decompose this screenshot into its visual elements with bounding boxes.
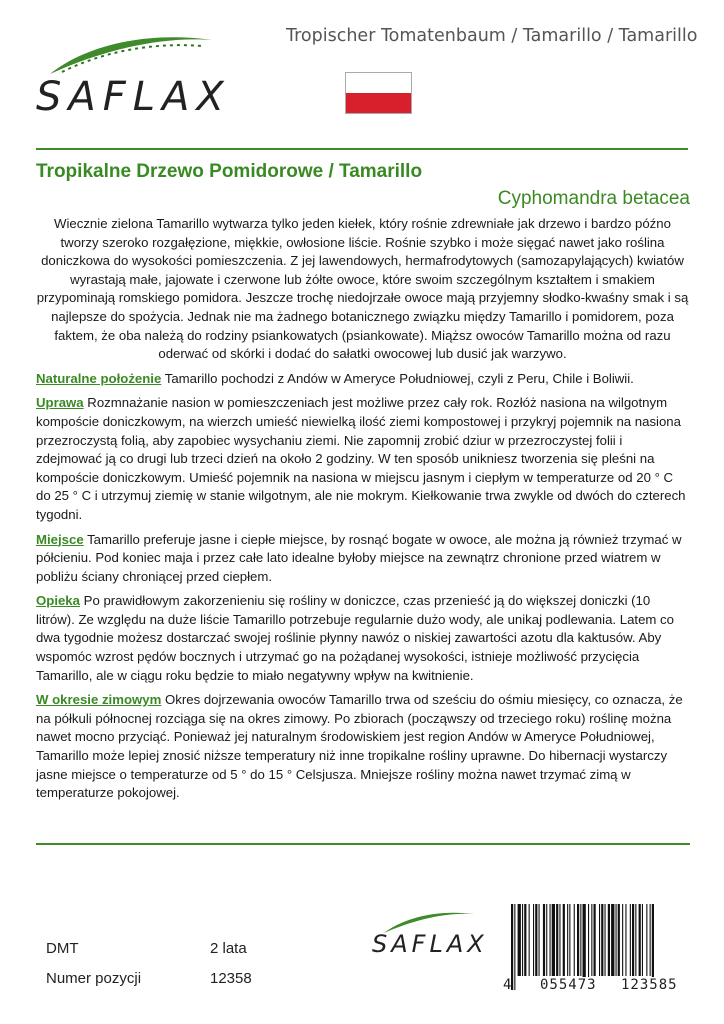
barcode-bar: [522, 904, 523, 976]
barcode-bar: [539, 904, 540, 976]
section-place: [36, 531, 689, 587]
barcode-bar: [569, 904, 570, 976]
section-care: [36, 592, 689, 685]
item-number-label: Numer pozycji: [46, 970, 142, 987]
barcode-bar: [535, 904, 537, 976]
barcode-bar: [616, 904, 617, 976]
barcode-bar: [580, 904, 581, 976]
barcode-bar: [529, 904, 530, 976]
leaf-swoosh-icon: [42, 28, 242, 80]
barcode-bar: [556, 904, 558, 976]
barcode-bar: [567, 904, 568, 976]
barcode-bar: [646, 904, 647, 976]
barcode-bar: [533, 904, 534, 976]
barcode-bar: [625, 904, 626, 976]
barcode-bar: [552, 904, 555, 976]
footer-divider: [36, 843, 690, 845]
barcode-bar: [594, 904, 596, 976]
barcode-bar: [550, 904, 551, 976]
section-text: Okres dojrzewania owoców Tamarillo trwa od sześciu do ośmiu miesięcy, co oznacza, że na półkuli północnej rozciąga się na okres zimowy. Po zbiorach (począwszy od trzeciego roku) roślinę można nawet mocno przyciąć. Ponieważ jej naturalnym środowiskiem jest region Andów w Ameryce Południowej, Tamarillo może lepiej znosić niższe temperatury niż inne tropikalne rośliny uprawne. Do hibernacji wystarczy jasne miejsce o temperaturze od 5 ° do 15 ° Celsjusza. Mniejsze rośliny można nawet trzymać zimą w temperaturze pokojowej.: [36, 692, 683, 801]
barcode-bar: [591, 904, 592, 976]
barcode-bar: [543, 904, 545, 976]
barcode-bar: [622, 904, 623, 976]
brand-logo-text: SAFLAX: [372, 930, 488, 958]
barcode-bar: [608, 904, 610, 976]
dmt-value: 2 lata: [210, 940, 247, 957]
section-location: [36, 370, 689, 389]
barcode-bar: [639, 904, 641, 976]
section-text: Tamarillo preferuje jasne i ciepłe miejsce, by rosnąć bogate w owoce, ale można ją również trzymać w półcieniu. Pod koniec maja i przez całe lato idealne byłoby miejsce na zewnątrz chronione przed wiatrem w pobliżu ściany chroniącej przed ciepłem.: [36, 531, 682, 584]
poland-flag-icon: [345, 72, 412, 114]
latin-name: Cyphomandra betacea: [497, 188, 690, 209]
section-text: Rozmnażanie nasion w pomieszczeniach jest możliwe przez cały rok. Rozłóż nasiona na wilgotnym kompoście doniczkowym, na wierzch umieść niewielką ilość ziemi kompostowej i przykryj pojemnik na nasiona przezroczystą folią, aby zapobiec wysychaniu ziemi. Nie zapomnij zrobić dziur w przezroczystej folii i zdejmować ją co drugi lub trzeci dzień na około 2 godziny. W ten sposób unikniesz tworzenia się pleśni na kompoście doniczkowym. Umieść pojemnik na nasiona w miejscu jasnym i ciepłym w temperaturze od 20 ° C do 25 ° C i utrzymuj ziemię w stanie wilgotnym, ale nie mokrym. Kiełkowanie trwa zwykle od dwóch do czterech tygodni.: [36, 395, 686, 522]
section-heading: Miejsce: [36, 531, 84, 547]
barcode-bar: [559, 904, 560, 976]
section-heading: Uprawa: [36, 395, 84, 411]
barcode-bar: [605, 904, 606, 976]
barcode-bar: [630, 904, 631, 976]
top-logo: [30, 28, 250, 128]
barcode-bar: [599, 904, 600, 976]
barcode-left-digits: 055473: [540, 977, 597, 993]
section-heading: Opieka: [36, 593, 80, 609]
barcode-bar: [563, 904, 565, 976]
header-divider: [36, 148, 688, 150]
barcode-bar: [524, 904, 526, 976]
barcode-bar: [518, 904, 521, 976]
item-number-value: 12358: [210, 970, 252, 987]
barcode-bar: [642, 904, 643, 976]
barcode-first-digit: 4: [503, 977, 512, 993]
barcode-bar: [611, 904, 614, 976]
header-title: Tropischer Tomatenbaum / Tamarillo / Tamarillo: [286, 26, 698, 46]
section-winter: [36, 691, 689, 803]
brand-logo-text: SAFLAX: [36, 74, 231, 120]
barcode-bar: [574, 904, 575, 976]
dmt-label: DMT: [46, 940, 79, 957]
section-heading: W okresie zimowym: [36, 692, 162, 708]
barcode-bar: [650, 904, 651, 976]
barcode-bar: [601, 904, 603, 976]
barcode-bar: [514, 904, 515, 990]
section-heading: Naturalne położenie: [36, 370, 162, 386]
barcode-bar: [635, 904, 636, 976]
intro-paragraph: Wiecznie zielona Tamarillo wytwarza tylko jeden kiełek, który rośnie zdrewniałe jak drzewo i bardzo późno tworzy szeroko rozgałęzione, miękkie, owłosione liście. Rośnie szybko i może sięgać nawet jako roślina doniczkowa do wysokości pomieszczenia. Z jej lawendowych, hermafrodytowych (samozapylających) kwiatów wyrastają małe, jajowate i czerwone lub żółte owoce, które swoim szczególnym kształtem i smakiem przypominają romskiego pomidora. Jeszcze trochę niedojrzałe owoce mają przyjemny słodko-kwaśny smak i są najlepsze do spożycia. Jednak nie ma żadnego botanicznego związku między Tamarillo i pomidorem, poza faktem, że oba należą do rodziny psiankowatych (psiankowate). Miąższ owoców Tamarillo można od razu oderwać od skórki i dodać do sałatki owocowej lub dusić jak warzywo.: [36, 216, 689, 362]
section-text: Po prawidłowym zakorzenieniu się rośliny w doniczce, czas przenieść ją do większej doniczki (10 litrów). Ze względu na duże liście Tamarillo potrzebuje regularnie dużo wody, ale unikaj podlewania. Latem co dwa tygodnie możesz dostarczać swojej roślinie płynny nawóz o niskiej zawartości azotu dla kaktusów. Aby wspomóc wzrost pędów bocznych i utrzymać go na pożądanej wysokości, istnieje możliwość przycięcia Tamarillo, ale w ciągu roku będzie to miało negatywny wpływ na kwitnienie.: [36, 593, 674, 683]
footer-logo: [370, 908, 500, 968]
section-cultivation: [36, 394, 689, 524]
description-body: [36, 215, 689, 809]
barcode-right-digits: 123585: [621, 977, 678, 993]
barcode-bar: [577, 904, 579, 976]
barcode-bar: [546, 904, 547, 976]
product-title: Tropikalne Drzewo Pomidorowe / Tamarillo: [36, 161, 423, 182]
section-text: Tamarillo pochodzi z Andów w Ameryce Południowej, czyli z Peru, Chile i Boliwii.: [161, 370, 634, 386]
barcode-bar: [632, 904, 634, 976]
barcode-bar: [618, 904, 620, 976]
